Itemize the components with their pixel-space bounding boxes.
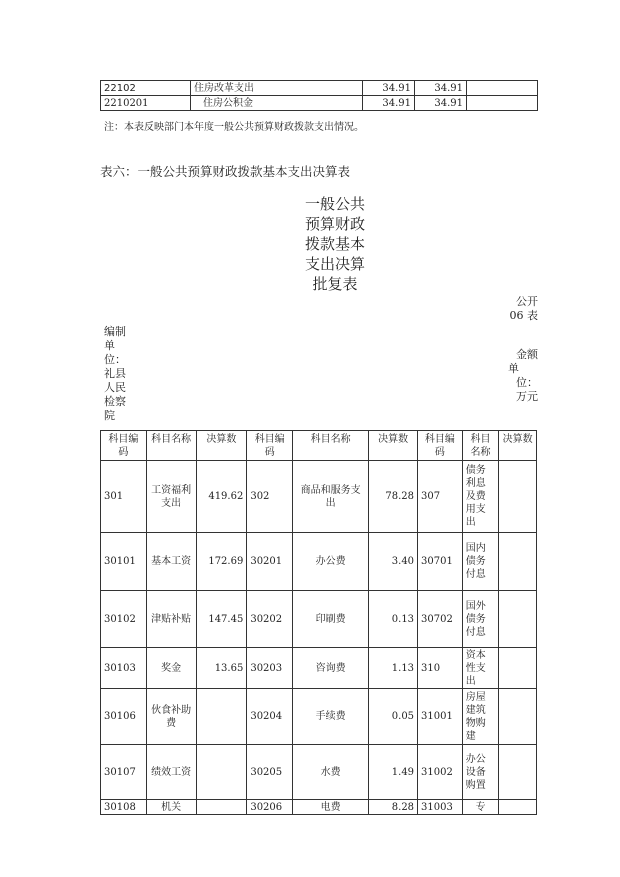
name-cell: 印刷费 xyxy=(293,591,369,648)
header-cell: 科目编码 xyxy=(101,431,147,461)
name-cell: 房屋建筑物购建 xyxy=(462,689,499,745)
name-cell: 办公设备购置 xyxy=(462,745,499,800)
compiling-unit xyxy=(104,325,134,423)
value-cell xyxy=(499,745,537,800)
table-row xyxy=(101,533,537,591)
table-note: 注：本表反映部门本年度一般公共预算财政拨款支出情况。 xyxy=(104,122,364,133)
currency-unit xyxy=(505,348,538,404)
value-cell: 147.45 xyxy=(196,591,247,648)
value-cell: 3.40 xyxy=(369,533,418,591)
title-line: 批复表 xyxy=(312,275,358,293)
name-cell: 伙食补助费 xyxy=(146,689,196,745)
form-number-line: 公开 xyxy=(516,295,538,308)
unit-line: 编制 xyxy=(104,325,126,338)
code-cell: 30203 xyxy=(247,648,293,689)
title-line: 拨款基本 xyxy=(304,235,365,253)
table-row xyxy=(101,591,537,648)
unit-line: 人民 xyxy=(104,381,126,394)
currency-line: 万元 xyxy=(516,390,538,403)
code-cell: 301 xyxy=(101,461,147,533)
name-cell: 基本工资 xyxy=(146,533,196,591)
name-cell: 水费 xyxy=(293,745,369,800)
code-cell: 30201 xyxy=(247,533,293,591)
section-caption: 表六：一般公共预算财政拨款基本支出决算表 xyxy=(100,164,351,179)
value-cell: 34.91 xyxy=(363,81,415,96)
code-cell: 30101 xyxy=(101,533,147,591)
code-cell: 31002 xyxy=(418,745,463,800)
name-cell: 奖金 xyxy=(146,648,196,689)
code-cell: 31003 xyxy=(418,800,463,815)
unit-line: 检察 xyxy=(104,395,126,408)
name-cell: 商品和服务支出 xyxy=(293,461,369,533)
name-cell: 机关 xyxy=(146,800,196,815)
value-cell xyxy=(196,689,247,745)
expenditure-table xyxy=(100,430,537,815)
value-cell: 1.13 xyxy=(369,648,418,689)
value-cell: 172.69 xyxy=(196,533,247,591)
code-cell: 30702 xyxy=(418,591,463,648)
header-cell: 科目名称 xyxy=(146,431,196,461)
currency-line: 金额 xyxy=(516,348,538,361)
name-cell: 债务利息及费用支出 xyxy=(462,461,499,533)
title-line: 支出决算 xyxy=(304,255,365,273)
unit-line: 单 xyxy=(104,339,115,352)
code-cell: 30103 xyxy=(101,648,147,689)
value-cell xyxy=(499,800,537,815)
value-cell: 8.28 xyxy=(369,800,418,815)
code-cell: 30202 xyxy=(247,591,293,648)
table-row xyxy=(101,800,537,815)
name-cell: 工资福利支出 xyxy=(146,461,196,533)
document-title xyxy=(290,194,380,294)
code-cell: 30102 xyxy=(101,591,147,648)
top-table xyxy=(100,80,538,111)
name-cell: 资本性支出 xyxy=(462,648,499,689)
unit-line: 院 xyxy=(104,409,115,422)
name-cell: 专 xyxy=(462,800,499,815)
unit-line: 位： xyxy=(104,353,126,366)
code-cell: 30107 xyxy=(101,745,147,800)
form-number-line: 06 表 xyxy=(509,309,538,322)
code-cell: 30206 xyxy=(247,800,293,815)
value-cell: 1.49 xyxy=(369,745,418,800)
table-row xyxy=(101,648,537,689)
code-cell: 30108 xyxy=(101,800,147,815)
code-cell: 22102 xyxy=(101,81,191,96)
name-cell: 国内债务付息 xyxy=(462,533,499,591)
table-header-row xyxy=(101,431,537,461)
header-cell: 科目编码 xyxy=(418,431,463,461)
code-cell: 310 xyxy=(418,648,463,689)
table-row xyxy=(101,461,537,533)
table-row xyxy=(101,81,538,96)
value-cell: 34.91 xyxy=(415,96,467,111)
table-row xyxy=(101,689,537,745)
code-cell: 302 xyxy=(247,461,293,533)
value-cell xyxy=(467,81,538,96)
header-cell: 决算数 xyxy=(196,431,247,461)
value-cell xyxy=(196,745,247,800)
value-cell xyxy=(467,96,538,111)
name-cell: 办公费 xyxy=(293,533,369,591)
title-line: 预算财政 xyxy=(304,215,365,233)
name-cell: 电费 xyxy=(293,800,369,815)
name-cell: 住房改革支出 xyxy=(191,81,363,96)
header-cell: 决算数 xyxy=(369,431,418,461)
value-cell xyxy=(499,461,537,533)
name-cell: 津贴补贴 xyxy=(146,591,196,648)
value-cell: 13.65 xyxy=(196,648,247,689)
value-cell xyxy=(196,800,247,815)
code-cell: 30701 xyxy=(418,533,463,591)
name-cell: 手续费 xyxy=(293,689,369,745)
value-cell: 34.91 xyxy=(363,96,415,111)
header-cell: 决算数 xyxy=(499,431,537,461)
name-cell: 国外债务付息 xyxy=(462,591,499,648)
name-cell: 绩效工资 xyxy=(146,745,196,800)
title-line: 一般公共 xyxy=(304,195,365,213)
name-cell: 咨询费 xyxy=(293,648,369,689)
currency-line: 单 xyxy=(508,362,519,375)
value-cell: 419.62 xyxy=(196,461,247,533)
value-cell: 0.13 xyxy=(369,591,418,648)
code-cell: 307 xyxy=(418,461,463,533)
table-row xyxy=(101,96,538,111)
value-cell xyxy=(499,689,537,745)
value-cell xyxy=(499,648,537,689)
table-row xyxy=(101,745,537,800)
form-number xyxy=(500,295,538,323)
value-cell xyxy=(499,591,537,648)
code-cell: 2210201 xyxy=(101,96,191,111)
value-cell: 78.28 xyxy=(369,461,418,533)
code-cell: 30204 xyxy=(247,689,293,745)
code-cell: 31001 xyxy=(418,689,463,745)
header-cell: 科目名称 xyxy=(293,431,369,461)
name-cell: 住房公积金 xyxy=(191,96,363,111)
header-cell: 科目编码 xyxy=(247,431,293,461)
value-cell: 34.91 xyxy=(415,81,467,96)
value-cell xyxy=(499,533,537,591)
currency-line: 位： xyxy=(516,376,538,389)
unit-line: 礼县 xyxy=(104,367,126,380)
header-cell: 科目名称 xyxy=(462,431,499,461)
code-cell: 30106 xyxy=(101,689,147,745)
value-cell: 0.05 xyxy=(369,689,418,745)
code-cell: 30205 xyxy=(247,745,293,800)
